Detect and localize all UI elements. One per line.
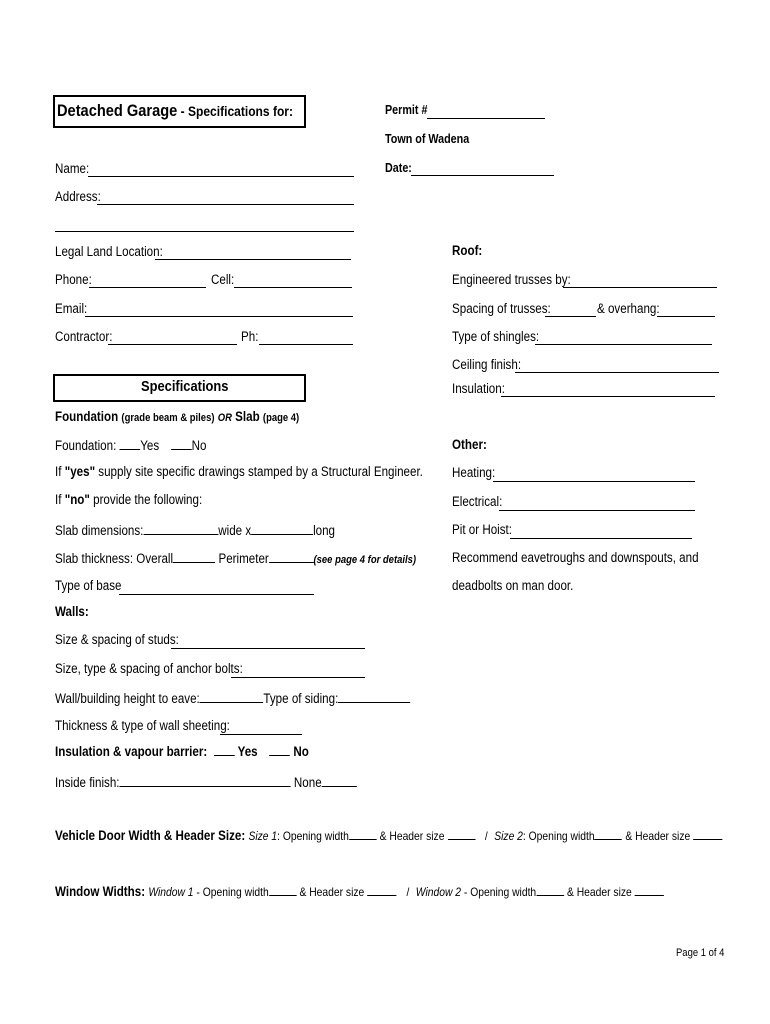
slab-dim-label: Slab dimensions:	[55, 523, 144, 538]
trusses-label: Engineered trusses by:	[452, 272, 571, 287]
none-label: None	[293, 775, 322, 790]
town-label: Town of Wadena	[385, 132, 470, 146]
studs-label: Size & spacing of studs:	[55, 632, 179, 647]
legal-field[interactable]	[155, 259, 351, 260]
base-label: Type of base	[55, 578, 122, 593]
vapour-label: Insulation & vapour barrier:	[55, 744, 208, 759]
inside-field[interactable]	[120, 774, 291, 787]
none-blank[interactable]	[322, 774, 357, 787]
foundation-yes-blank[interactable]	[120, 437, 141, 450]
vehicle-door-heading: Vehicle Door Width & Header Size:	[55, 828, 246, 843]
vapour-no-blank[interactable]	[269, 743, 290, 756]
if-yes-post: supply site specific drawings stamped by a Structural Engineer.	[95, 464, 423, 479]
slab-dim-line	[55, 522, 335, 539]
foundation-options: (grade beam & piles)	[121, 412, 215, 424]
studs-field[interactable]	[171, 648, 365, 649]
heating-field[interactable]	[493, 481, 695, 482]
slab-word: Slab	[235, 409, 260, 424]
vehicle-opening1-field[interactable]	[349, 827, 377, 840]
perimeter-field[interactable]	[269, 550, 314, 563]
foundation-no-blank[interactable]	[171, 437, 192, 450]
ph-label: Ph:	[241, 329, 259, 344]
no-quoted: "no"	[64, 492, 90, 507]
foundation-heading-line	[55, 409, 299, 426]
inside-line	[55, 774, 357, 791]
recommend-line-1: Recommend eavetroughs and downspouts, and	[452, 550, 699, 565]
contractor-label: Contractor:	[55, 329, 113, 344]
date-field[interactable]	[411, 175, 554, 176]
size2-label: Size 2	[494, 829, 523, 843]
ph-field[interactable]	[259, 344, 353, 345]
permit-field[interactable]	[427, 118, 545, 119]
vehicle-header1-field[interactable]	[448, 827, 476, 840]
other-heading: Other:	[452, 437, 487, 452]
vehicle-header2-field[interactable]	[693, 827, 722, 840]
name-field[interactable]	[88, 176, 354, 177]
cell-label: Cell:	[211, 272, 235, 287]
insulation-field[interactable]	[501, 396, 715, 397]
page-number: Page 1 of 4	[676, 947, 725, 959]
permit-label: Permit #	[385, 103, 428, 117]
name-label: Name:	[55, 161, 90, 176]
sheeting-field[interactable]	[220, 734, 302, 735]
header2-label: & Header size	[625, 829, 691, 843]
trusses-field[interactable]	[563, 287, 717, 288]
if-no-line	[55, 492, 202, 508]
email-label: Email:	[55, 301, 88, 316]
slab-thick-line	[55, 550, 416, 568]
window-sep: /	[406, 885, 410, 899]
foundation-no: No	[191, 438, 207, 453]
opening2-label: : Opening width	[522, 829, 595, 843]
see-page4: (see page 4 for details)	[313, 554, 417, 566]
window-header1-field[interactable]	[368, 883, 397, 896]
height-field[interactable]	[200, 690, 264, 703]
phone-field[interactable]	[89, 287, 206, 288]
if-no-post: provide the following:	[89, 492, 203, 507]
legal-label: Legal Land Location:	[55, 244, 163, 259]
siding-label: Type of siding:	[263, 691, 339, 706]
wide-x: wide x	[218, 523, 252, 538]
contractor-field[interactable]	[108, 344, 237, 345]
size1-label: Size 1	[248, 829, 278, 843]
if-yes-pre: If	[55, 464, 65, 479]
roof-heading: Roof:	[452, 243, 483, 258]
window1-label: Window 1	[148, 885, 194, 899]
yes-quoted: "yes"	[64, 464, 96, 479]
address-field[interactable]	[97, 204, 354, 205]
overhang-label: & overhang:	[597, 301, 660, 316]
recommend-line-2: deadbolts on man door.	[452, 578, 574, 593]
shingles-label: Type of shingles:	[452, 329, 540, 344]
window-widths-line	[55, 883, 664, 900]
foundation-yes: Yes	[140, 438, 160, 453]
insulation-label: Insulation:	[452, 381, 505, 396]
phone-label: Phone:	[55, 272, 92, 287]
overhang-field[interactable]	[657, 316, 715, 317]
walls-heading: Walls:	[55, 604, 89, 619]
page4-ref: (page 4)	[262, 412, 300, 424]
cell-field[interactable]	[234, 287, 352, 288]
slab-length-field[interactable]	[251, 522, 313, 535]
vehicle-door-line	[55, 827, 723, 844]
siding-field[interactable]	[338, 690, 410, 703]
electrical-label: Electrical:	[452, 494, 503, 509]
vehicle-opening2-field[interactable]	[595, 827, 623, 840]
specifications-heading: Specifications	[141, 378, 229, 395]
window-header2-field[interactable]	[635, 883, 664, 896]
height-label: Wall/building height to eave:	[55, 691, 200, 706]
height-line	[55, 690, 411, 707]
foundation-heading: Foundation	[55, 409, 119, 424]
spacing-label: Spacing of trusses:	[452, 301, 551, 316]
window-opening1-field[interactable]	[269, 883, 297, 896]
window-header1-label: & Header size	[299, 885, 365, 899]
vapour-no: No	[293, 744, 309, 759]
address-field-2[interactable]	[55, 231, 354, 232]
window-opening2-label: - Opening width	[461, 885, 537, 899]
perimeter-label: Perimeter	[218, 551, 269, 566]
window-colon: :	[141, 884, 146, 899]
ceiling-field[interactable]	[515, 372, 719, 373]
or-word: OR	[217, 412, 232, 424]
if-no-pre: If	[55, 492, 65, 507]
spacing-field[interactable]	[545, 316, 596, 317]
pit-field[interactable]	[510, 538, 692, 539]
window2-label: Window 2	[415, 885, 462, 899]
ceiling-label: Ceiling finish:	[452, 357, 522, 372]
vapour-line	[55, 743, 309, 760]
heating-label: Heating:	[452, 465, 496, 480]
window-opening2-field[interactable]	[536, 883, 564, 896]
foundation-choice-line	[55, 437, 206, 454]
page-title	[57, 103, 293, 120]
electrical-field[interactable]	[499, 510, 695, 511]
title-main: Detached Garage	[57, 101, 178, 120]
foundation-label: Foundation:	[55, 438, 117, 453]
base-field[interactable]	[119, 594, 314, 595]
inside-label: Inside finish:	[55, 775, 120, 790]
anchor-field[interactable]	[231, 677, 365, 678]
shingles-field[interactable]	[535, 344, 712, 345]
if-yes-line	[55, 464, 423, 480]
title-sub: - Specifications for:	[177, 103, 294, 119]
date-label: Date:	[385, 161, 412, 175]
overall-field[interactable]	[173, 550, 215, 563]
sheeting-label: Thickness & type of wall sheeting:	[55, 718, 230, 733]
header1-label: & Header size	[379, 829, 445, 843]
long-label: long	[313, 523, 336, 538]
slab-thick-label: Slab thickness: Overall	[55, 551, 174, 566]
pit-label: Pit or Hoist:	[452, 522, 513, 537]
window-opening1-label: - Opening width	[193, 885, 269, 899]
window-widths-heading: Window Widths	[55, 884, 142, 899]
address-label: Address:	[55, 189, 101, 204]
window-header2-label: & Header size	[566, 885, 632, 899]
slab-width-field[interactable]	[143, 522, 218, 535]
vapour-yes: Yes	[237, 744, 258, 759]
anchor-label: Size, type & spacing of anchor bolts:	[55, 661, 243, 676]
vehicle-sep: /	[484, 829, 488, 843]
vapour-yes-blank[interactable]	[214, 743, 235, 756]
opening1-label: : Opening width	[277, 829, 349, 843]
email-field[interactable]	[85, 316, 353, 317]
